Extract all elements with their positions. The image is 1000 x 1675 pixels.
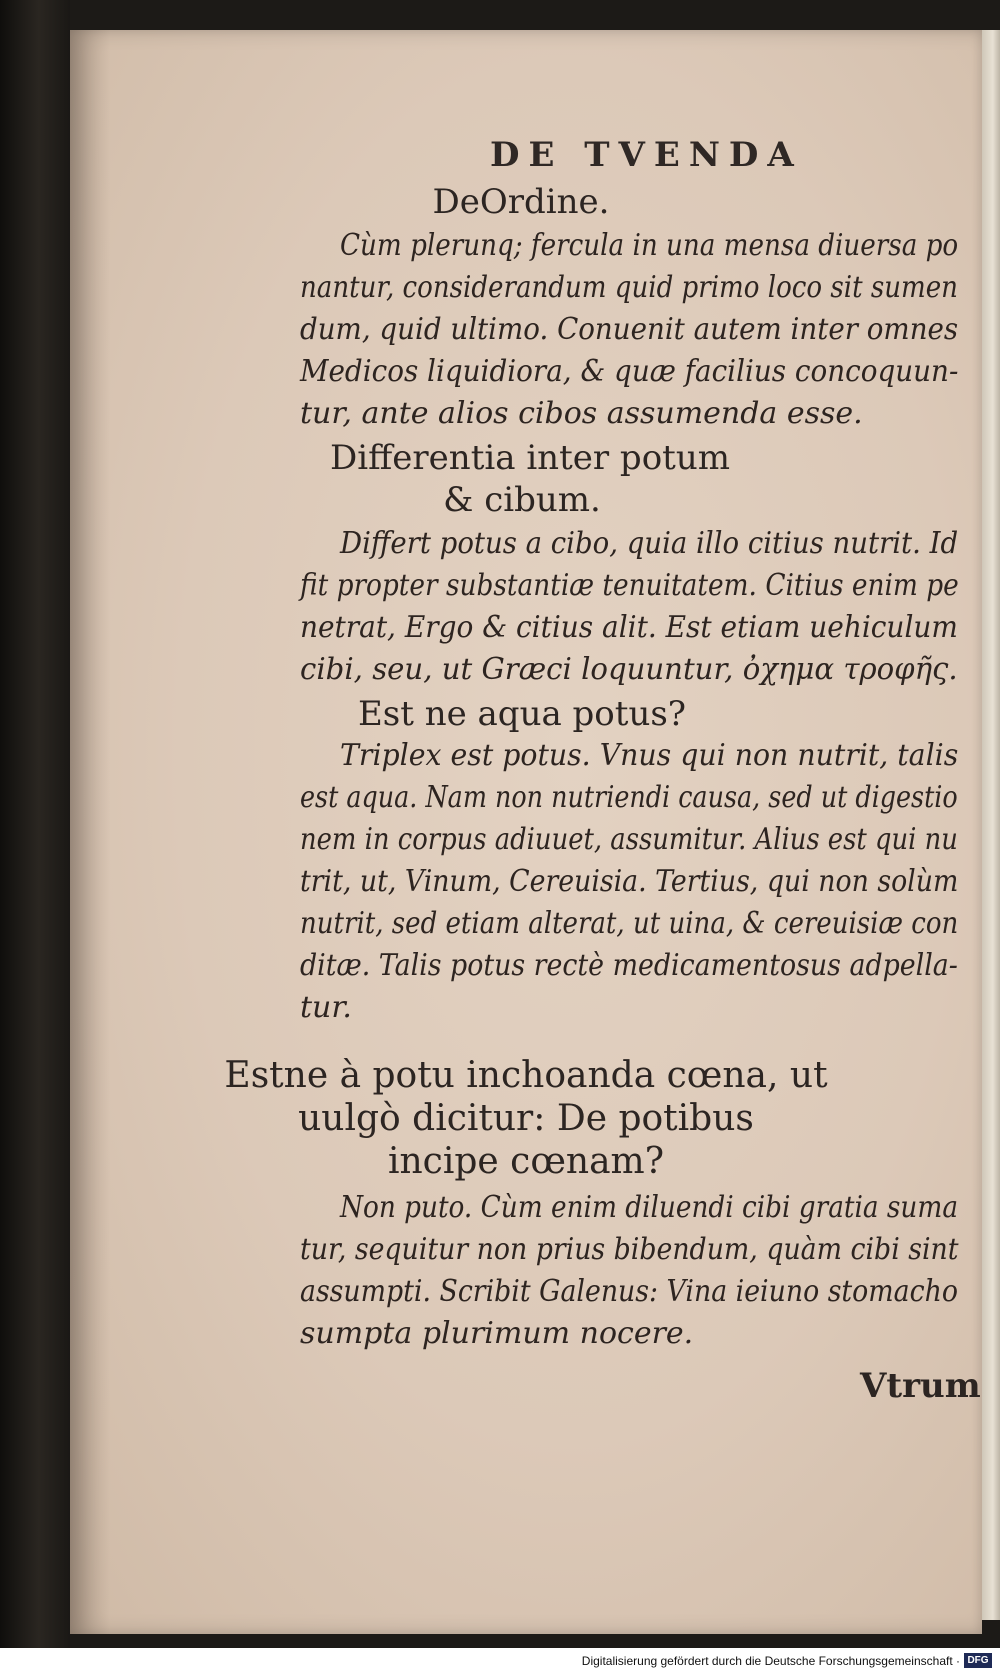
section-heading: incipe cœnam? bbox=[387, 1141, 664, 1182]
section-heading: DeOrdine. bbox=[432, 182, 610, 222]
text-line: nutrit, sed etiam alterat, ut uina, & cereuisiæ con bbox=[300, 906, 959, 941]
text-line: trit, ut, Vinum, Cereuisia. Tertius, qui non solùm bbox=[300, 864, 959, 899]
text-line: netrat, Ergo & citius alit. Est etiam uehiculum bbox=[300, 610, 958, 645]
text-line: dum, quid ultimo. Conuenit autem inter omnes bbox=[300, 312, 959, 347]
book-page bbox=[70, 30, 982, 1634]
dfg-logo: DFG bbox=[964, 1653, 992, 1668]
text-line: Triplex est potus. Vnus qui non nutrit, talis bbox=[340, 738, 959, 773]
text-line: nantur, considerandum quid primo loco sit sumen bbox=[300, 270, 958, 305]
text-line: Cùm plerunq; fercula in una mensa diuersa po bbox=[340, 228, 959, 263]
text-line: tur, ante alios cibos assumenda esse. bbox=[300, 396, 863, 431]
text-line: est aqua. Nam non nutriendi causa, sed ut digestio bbox=[300, 780, 958, 815]
section-heading: uulgò dicitur: De potibus bbox=[298, 1098, 754, 1139]
text-line: ditæ. Talis potus rectè medicamentosus adpella- bbox=[300, 948, 958, 983]
text-line: assumpti. Scribit Galenus: Vina ieiuno stomacho bbox=[300, 1274, 958, 1309]
section-heading: Estne à potu inchoanda cœna, ut bbox=[224, 1055, 828, 1096]
text-line: sumpta plurimum nocere. bbox=[300, 1316, 694, 1351]
catchword: Vtrum bbox=[860, 1366, 981, 1406]
text-line: Non puto. Cùm enim diluendi cibi gratia suma bbox=[340, 1190, 959, 1225]
text-line: tur, sequitur non prius bibendum, quàm cibi sint bbox=[300, 1232, 959, 1267]
footer-bar bbox=[0, 1648, 1000, 1675]
text-line: Differt potus a cibo, quia illo citius nutrit. Id bbox=[340, 526, 959, 561]
gutter-shadow bbox=[70, 30, 110, 1634]
funding-credit: Digitalisierung gefördert durch die Deutsche Forschungsgemeinschaft · bbox=[581, 1654, 960, 1668]
section-heading: Est ne aqua potus? bbox=[357, 694, 687, 734]
running-head: DE TVENDA bbox=[490, 135, 803, 175]
text-line: cibi, seu, ut Græci loquuntur, ὀχημα τροφῆς. bbox=[300, 652, 958, 687]
book-cover-edge bbox=[0, 0, 70, 1648]
text-line: nem in corpus adiuuet, assumitur. Alius est qui nu bbox=[300, 822, 958, 857]
section-heading: Differentia inter potum bbox=[330, 438, 730, 478]
page-stack-edge bbox=[982, 30, 1000, 1620]
text-line: fit propter substantiæ tenuitatem. Citius enim pe bbox=[300, 568, 959, 603]
section-heading: & cibum. bbox=[443, 480, 601, 520]
text-line: tur. bbox=[300, 990, 352, 1025]
text-line: Medicos liquidiora, & quæ facilius concoquun- bbox=[300, 354, 959, 389]
